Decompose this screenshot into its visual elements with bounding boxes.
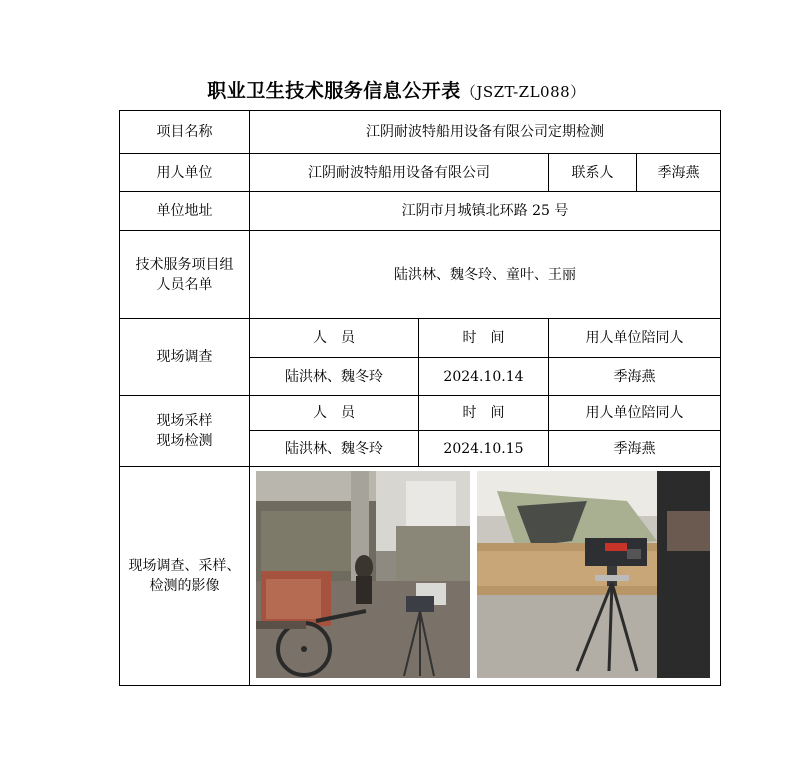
images-label [120,467,250,686]
team-value: 陆洪林、魏冬玲、童叶、王丽 [250,231,721,319]
survey-header-escort: 用人单位陪同人 [549,319,721,358]
sampling-people: 陆洪林、魏冬玲 [250,431,419,467]
address-value: 江阴市月城镇北环路 25 号 [250,192,721,231]
survey-photo [256,471,470,678]
sampling-header-escort: 用人单位陪同人 [549,396,721,431]
row-project-name [120,111,721,154]
sampling-escort: 季海燕 [549,431,721,467]
contact-label: 联系人 [549,154,637,191]
sampling-header-time: 时 间 [419,396,549,431]
images-label-line1: 现场调查、采样、 [128,558,241,574]
survey-time: 2024.10.14 [419,358,549,396]
title-main: 职业卫生技术服务信息公开表 [207,80,461,102]
row-images [120,467,721,686]
row-team [120,231,721,319]
survey-people: 陆洪林、魏冬玲 [250,358,419,396]
title-code: （JSZT-ZL088） [460,83,586,101]
employer-label: 用人单位 [120,154,250,192]
sampling-time: 2024.10.15 [419,431,549,467]
contact-value: 季海燕 [657,164,700,181]
team-label [120,231,250,319]
info-table [119,110,721,686]
row-address [120,192,721,231]
sampling-label-line1: 现场采样 [156,413,213,429]
address-label: 单位地址 [120,192,250,231]
survey-label: 现场调查 [120,319,250,396]
project-name-label: 项目名称 [120,111,250,154]
project-name-value: 江阴耐波特船用设备有限公司定期检测 [250,111,721,154]
sampling-label-line2: 现场检测 [156,433,213,449]
sampling-label [120,396,250,467]
sampling-photo [477,471,710,678]
images-cell [250,467,721,686]
page-title [0,76,793,103]
team-label-line1: 技术服务项目组 [135,256,234,273]
team-label-line2: 人员名单 [156,276,213,293]
employer-value: 江阴耐波特船用设备有限公司 [250,154,549,192]
row-sampling-header [120,396,721,431]
sampling-header-people: 人 员 [250,396,419,431]
survey-header-people: 人 员 [250,319,419,358]
row-employer [120,154,721,192]
survey-escort: 季海燕 [549,358,721,396]
row-survey-header [120,319,721,358]
images-label-line2: 检测的影像 [149,578,220,594]
survey-header-time: 时 间 [419,319,549,358]
